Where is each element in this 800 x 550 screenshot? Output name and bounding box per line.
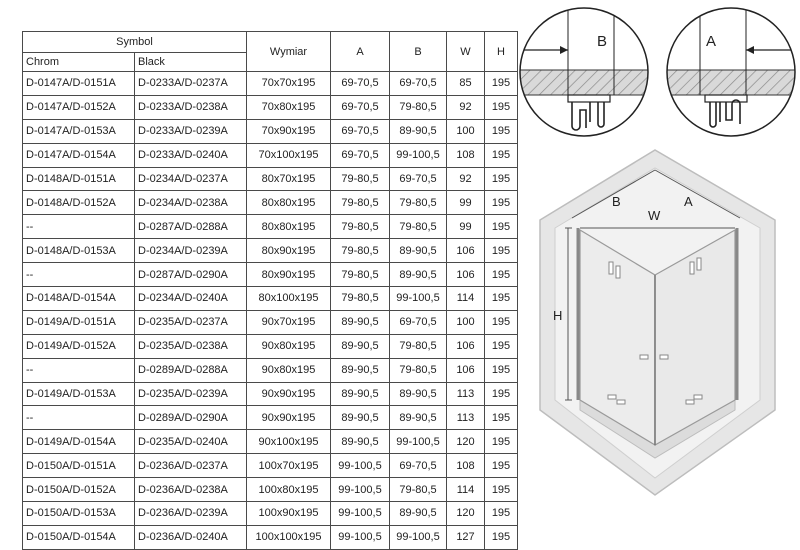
table-cell: D-0236A/D-0239A xyxy=(135,502,247,526)
table-cell: 89-90,5 xyxy=(331,334,390,358)
table-cell: 195 xyxy=(485,191,518,215)
table-cell: D-0150A/D-0154A xyxy=(23,525,135,549)
table-cell: 80x70x195 xyxy=(247,167,331,191)
symbol-header: Symbol xyxy=(23,32,247,53)
table-cell: D-0147A/D-0153A xyxy=(23,119,135,143)
table-cell: 89-90,5 xyxy=(331,358,390,382)
table-cell: D-0147A/D-0154A xyxy=(23,143,135,167)
table-cell: 195 xyxy=(485,358,518,382)
table-cell: 106 xyxy=(447,334,485,358)
table-cell: 100 xyxy=(447,119,485,143)
table-cell: 195 xyxy=(485,502,518,526)
table-cell: 69-70,5 xyxy=(331,119,390,143)
chrom-header: Chrom xyxy=(23,53,135,72)
table-cell: D-0148A/D-0154A xyxy=(23,287,135,311)
table-cell: 90x80x195 xyxy=(247,334,331,358)
table-cell: D-0149A/D-0151A xyxy=(23,310,135,334)
b-header: B xyxy=(390,32,447,72)
table-cell: 195 xyxy=(485,239,518,263)
table-cell: 79-80,5 xyxy=(390,358,447,382)
table-cell: 69-70,5 xyxy=(390,72,447,96)
table-cell: D-0149A/D-0152A xyxy=(23,334,135,358)
table-cell: 79-80,5 xyxy=(331,167,390,191)
table-cell: 90x90x195 xyxy=(247,382,331,406)
table-cell: 89-90,5 xyxy=(390,119,447,143)
table-cell: 113 xyxy=(447,406,485,430)
table-cell: 79-80,5 xyxy=(331,239,390,263)
table-cell: 90x100x195 xyxy=(247,430,331,454)
table-cell: 89-90,5 xyxy=(331,406,390,430)
detail-label-a: A xyxy=(706,33,717,50)
table-cell: 69-70,5 xyxy=(390,310,447,334)
table-cell: 69-70,5 xyxy=(331,143,390,167)
table-cell: D-0233A/D-0237A xyxy=(135,72,247,96)
table-cell: 195 xyxy=(485,72,518,96)
table-cell: 99-100,5 xyxy=(390,525,447,549)
table-cell: 79-80,5 xyxy=(390,95,447,119)
table-cell: -- xyxy=(23,406,135,430)
table-cell: 85 xyxy=(447,72,485,96)
table-cell: D-0236A/D-0237A xyxy=(135,454,247,478)
table-cell: 79-80,5 xyxy=(331,287,390,311)
table-cell: 92 xyxy=(447,167,485,191)
table-cell: 195 xyxy=(485,310,518,334)
table-cell: 120 xyxy=(447,502,485,526)
table-cell: D-0236A/D-0238A xyxy=(135,478,247,502)
table-cell: 108 xyxy=(447,454,485,478)
table-cell: 127 xyxy=(447,525,485,549)
table-cell: 195 xyxy=(485,215,518,239)
table-cell: 114 xyxy=(447,478,485,502)
table-cell: 195 xyxy=(485,119,518,143)
h-header: H xyxy=(485,32,518,72)
table-cell: 100x90x195 xyxy=(247,502,331,526)
table-cell: 79-80,5 xyxy=(390,478,447,502)
detail-circle-left xyxy=(515,0,655,150)
table-cell: D-0235A/D-0239A xyxy=(135,382,247,406)
table-cell: 90x90x195 xyxy=(247,406,331,430)
table-cell: 99-100,5 xyxy=(331,525,390,549)
table-cell: 99-100,5 xyxy=(331,454,390,478)
table-cell: 99 xyxy=(447,215,485,239)
wymiar-header: Wymiar xyxy=(247,32,331,72)
table-cell: 80x90x195 xyxy=(247,239,331,263)
table-cell: 79-80,5 xyxy=(331,215,390,239)
table-cell: 99 xyxy=(447,191,485,215)
table-cell: D-0147A/D-0151A xyxy=(23,72,135,96)
table-cell: 80x100x195 xyxy=(247,287,331,311)
table-cell: 69-70,5 xyxy=(331,72,390,96)
table-cell: D-0234A/D-0239A xyxy=(135,239,247,263)
detail-circle-right xyxy=(660,0,800,150)
iso-label-b: B xyxy=(612,194,621,209)
table-cell: 80x90x195 xyxy=(247,263,331,287)
w-header: W xyxy=(447,32,485,72)
table-cell: D-0289A/D-0290A xyxy=(135,406,247,430)
table-cell: 89-90,5 xyxy=(331,382,390,406)
table-cell: 195 xyxy=(485,525,518,549)
table-cell: 89-90,5 xyxy=(390,382,447,406)
table-cell: 195 xyxy=(485,382,518,406)
table-cell: D-0149A/D-0154A xyxy=(23,430,135,454)
table-cell: 100x80x195 xyxy=(247,478,331,502)
table-cell: 79-80,5 xyxy=(390,191,447,215)
iso-label-h: H xyxy=(553,308,563,323)
table-cell: D-0287A/D-0290A xyxy=(135,263,247,287)
table-cell: 108 xyxy=(447,143,485,167)
table-cell: 195 xyxy=(485,263,518,287)
table-cell: -- xyxy=(23,215,135,239)
table-cell: 100x100x195 xyxy=(247,525,331,549)
table-cell: 79-80,5 xyxy=(390,215,447,239)
table-cell: D-0233A/D-0240A xyxy=(135,143,247,167)
table-cell: 89-90,5 xyxy=(331,310,390,334)
table-cell: 69-70,5 xyxy=(331,95,390,119)
table-cell: 69-70,5 xyxy=(390,167,447,191)
table-cell: 106 xyxy=(447,239,485,263)
table-cell: 195 xyxy=(485,95,518,119)
table-cell: 99-100,5 xyxy=(331,478,390,502)
table-cell: 195 xyxy=(485,430,518,454)
table-cell: 92 xyxy=(447,95,485,119)
table-cell: 195 xyxy=(485,334,518,358)
table-cell: D-0148A/D-0152A xyxy=(23,191,135,215)
iso-label-w: W xyxy=(648,208,661,223)
table-cell: 89-90,5 xyxy=(390,406,447,430)
table-cell: D-0148A/D-0151A xyxy=(23,167,135,191)
iso-label-a: A xyxy=(684,194,693,209)
table-cell: 100x70x195 xyxy=(247,454,331,478)
table-cell: D-0233A/D-0239A xyxy=(135,119,247,143)
detail-label-b: B xyxy=(597,33,608,50)
table-cell: 70x80x195 xyxy=(247,95,331,119)
table-cell: D-0287A/D-0288A xyxy=(135,215,247,239)
table-cell: 195 xyxy=(485,167,518,191)
table-cell: 70x90x195 xyxy=(247,119,331,143)
shower-isometric xyxy=(540,150,775,495)
black-header: Black xyxy=(135,53,247,72)
table-cell: 90x70x195 xyxy=(247,310,331,334)
table-cell: 70x100x195 xyxy=(247,143,331,167)
table-cell: 99-100,5 xyxy=(390,430,447,454)
table-cell: D-0233A/D-0238A xyxy=(135,95,247,119)
table-cell: 114 xyxy=(447,287,485,311)
table-cell: -- xyxy=(23,263,135,287)
table-cell: 80x80x195 xyxy=(247,215,331,239)
table-cell: 195 xyxy=(485,143,518,167)
table-cell: 106 xyxy=(447,358,485,382)
table-cell: D-0235A/D-0240A xyxy=(135,430,247,454)
table-cell: D-0235A/D-0238A xyxy=(135,334,247,358)
table-cell: 195 xyxy=(485,478,518,502)
table-cell: 106 xyxy=(447,263,485,287)
table-cell: 120 xyxy=(447,430,485,454)
table-cell: D-0150A/D-0153A xyxy=(23,502,135,526)
table-cell: 79-80,5 xyxy=(390,334,447,358)
table-cell: 195 xyxy=(485,454,518,478)
table-cell: D-0148A/D-0153A xyxy=(23,239,135,263)
table-cell: 99-100,5 xyxy=(331,502,390,526)
table-cell: D-0235A/D-0237A xyxy=(135,310,247,334)
table-cell: D-0150A/D-0151A xyxy=(23,454,135,478)
table-cell: 79-80,5 xyxy=(331,191,390,215)
table-cell: 89-90,5 xyxy=(331,430,390,454)
table-cell: 80x80x195 xyxy=(247,191,331,215)
table-cell: D-0234A/D-0240A xyxy=(135,287,247,311)
table-cell: 100 xyxy=(447,310,485,334)
table-cell: 89-90,5 xyxy=(390,263,447,287)
table-cell: D-0236A/D-0240A xyxy=(135,525,247,549)
table-cell: D-0149A/D-0153A xyxy=(23,382,135,406)
table-cell: 79-80,5 xyxy=(331,263,390,287)
table-cell: -- xyxy=(23,358,135,382)
table-cell: 99-100,5 xyxy=(390,287,447,311)
table-cell: 89-90,5 xyxy=(390,239,447,263)
table-cell: 113 xyxy=(447,382,485,406)
table-cell: 195 xyxy=(485,406,518,430)
table-cell: D-0147A/D-0152A xyxy=(23,95,135,119)
table-cell: D-0234A/D-0238A xyxy=(135,191,247,215)
table-cell: 195 xyxy=(485,287,518,311)
table-cell: 99-100,5 xyxy=(390,143,447,167)
table-cell: D-0150A/D-0152A xyxy=(23,478,135,502)
table-cell: 89-90,5 xyxy=(390,502,447,526)
table-cell: 70x70x195 xyxy=(247,72,331,96)
a-header: A xyxy=(331,32,390,72)
table-cell: D-0234A/D-0237A xyxy=(135,167,247,191)
table-cell: 90x80x195 xyxy=(247,358,331,382)
table-cell: D-0289A/D-0288A xyxy=(135,358,247,382)
table-cell: 69-70,5 xyxy=(390,454,447,478)
